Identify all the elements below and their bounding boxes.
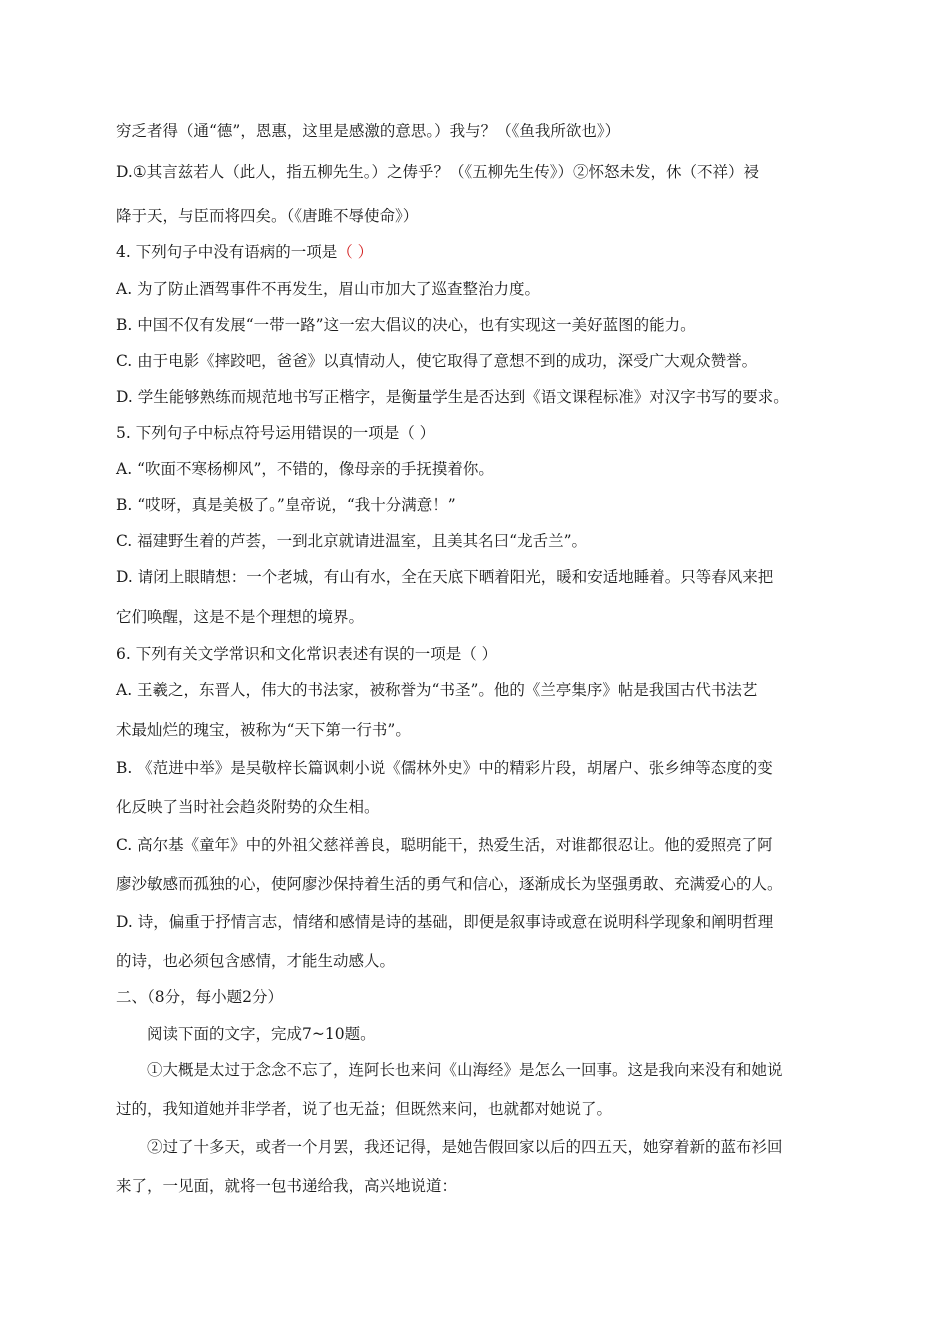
text-line: 术最灿烂的瑰宝，被称为“天下第一行书”。	[116, 721, 411, 739]
option-a: A. 为了防止酒驾事件不再发生，眉山市加大了巡查整治力度。	[116, 280, 541, 298]
reading-instruction: 阅读下面的文字，完成7~10题。	[147, 1025, 376, 1043]
option-d: D. 诗，偏重于抒情言志，情绪和感情是诗的基础，即便是叙事诗或意在说明科学现象和阐明哲理	[116, 913, 774, 931]
answer-blank: （ ）	[337, 243, 374, 261]
passage-paragraph-1: ①大概是太过于念念不忘了，连阿长也来问《山海经》是怎么一回事。这是我向来没有和她说	[147, 1061, 783, 1079]
option-b: B. 《范进中举》是吴敬梓长篇讽刺小说《儒林外史》中的精彩片段，胡屠户、张乡绅等态度的变	[116, 759, 773, 777]
text-line: D.①其言兹若人（此人，指五柳先生。）之俦乎？（《五柳先生传》）②怀怒未发，休（不祥）祲	[116, 163, 759, 181]
text-line: 化反映了当时社会趋炎附势的众生相。	[116, 798, 380, 816]
option-c: C. 高尔基《童年》中的外祖父慈祥善良，聪明能干，热爱生活，对谁都很忍让。他的爱照亮了阿	[116, 836, 773, 854]
question-5-stem: 5. 下列句子中标点符号运用错误的一项是（ ）	[116, 424, 436, 442]
passage-paragraph-2: ②过了十多天，或者一个月罢，我还记得，是她告假回家以后的四五天，她穿着新的蓝布衫回	[147, 1138, 783, 1156]
option-d: D. 请闭上眼睛想：一个老城，有山有水，全在天底下晒着阳光，暖和安适地睡着。只等春风来把	[116, 568, 774, 586]
text-line: 它们唤醒，这是不是个理想的境界。	[116, 608, 365, 626]
question-6-stem: 6. 下列有关文学常识和文化常识表述有误的一项是（ ）	[116, 645, 498, 663]
option-c: C. 由于电影《摔跤吧，爸爸》以真情动人，使它取得了意想不到的成功，深受广大观众赞誉。	[116, 352, 758, 370]
text-line: 过的，我知道她并非学者，说了也无益；但既然来问，也就都对她说了。	[116, 1100, 613, 1118]
option-b: B. 中国不仅有发展“一带一路”这一宏大倡议的决心，也有实现这一美好蓝图的能力。	[116, 316, 696, 334]
option-a: A. 王羲之，东晋人，伟大的书法家，被称誉为“书圣”。他的《兰亭集序》帖是我国古代书法艺	[116, 681, 758, 699]
option-a: A. “吹面不寒杨柳风”，不错的，像母亲的手抚摸着你。	[116, 460, 494, 478]
question-4-stem	[116, 241, 373, 263]
option-c: C. 福建野生着的芦荟，一到北京就请进温室，且美其名曰“龙舌兰”。	[116, 532, 588, 550]
option-d: D. 学生能够熟练而规范地书写正楷字，是衡量学生是否达到《语文课程标准》对汉字书写的要求。	[116, 388, 789, 406]
option-b: B. “哎呀，真是美极了。”皇帝说，“我十分满意！”	[116, 496, 456, 514]
section-heading: 二、（8分，每小题2分）	[116, 988, 283, 1006]
text-line: 廖沙敏感而孤独的心，使阿廖沙保持着生活的勇气和信心，逐渐成长为坚强勇敢、充满爱心的人。	[116, 875, 783, 893]
text-line: 穷乏者得（通“德”，恩惠，这里是感激的意思。）我与？（《鱼我所欲也》）	[116, 122, 621, 140]
text-line: 来了，一见面，就将一包书递给我，高兴地说道：	[116, 1177, 458, 1195]
text-line: 降于天，与臣而将四矣。（《唐雎不辱使命》）	[116, 207, 419, 225]
text-line: 的诗，也必须包含感情，才能生动感人。	[116, 952, 396, 970]
question-text: 4. 下列句子中没有语病的一项是	[116, 243, 338, 261]
